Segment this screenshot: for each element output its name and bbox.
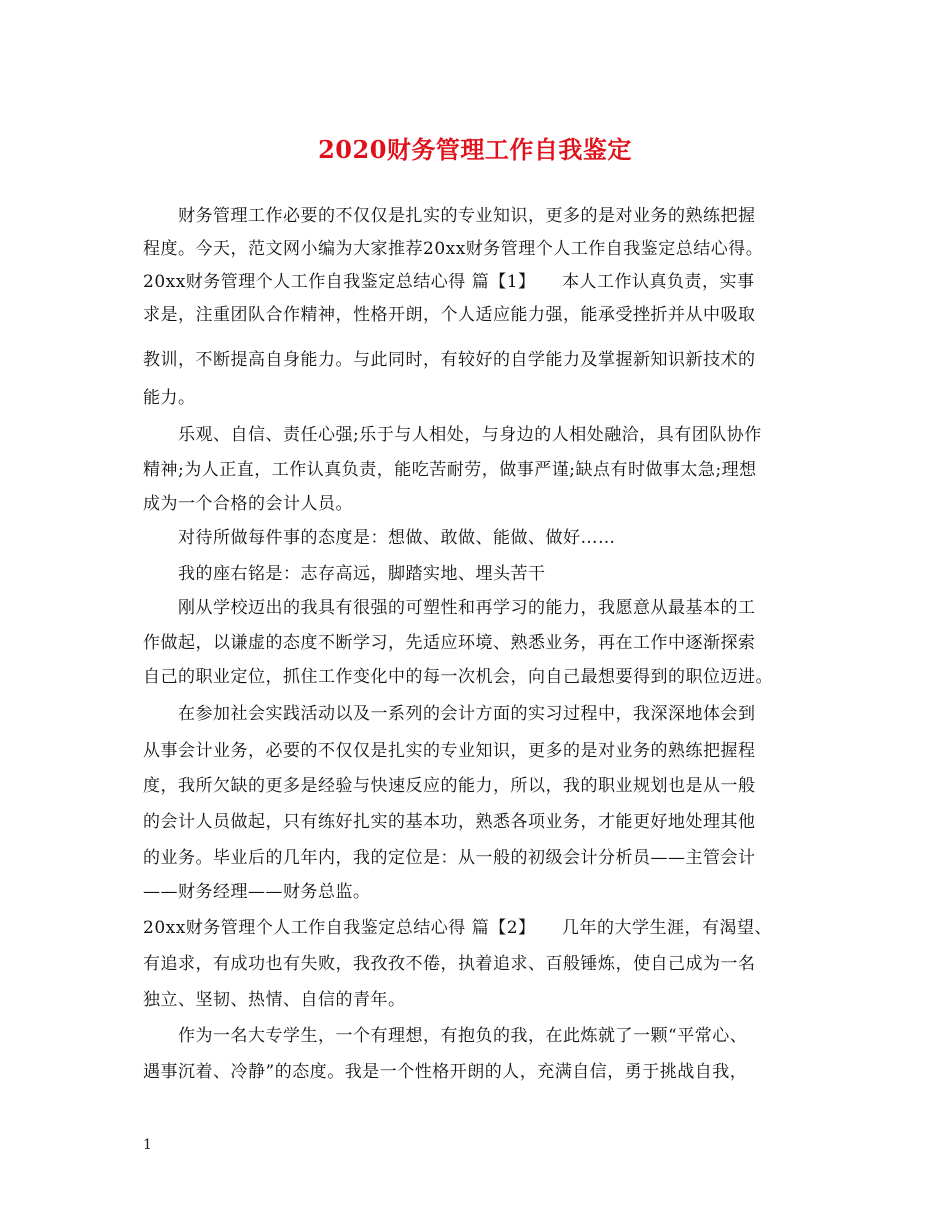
- text-line: 度，我所欠缺的更多是经验与快速反应的能力，所以，我的职业规划也是从一般: [143, 776, 756, 796]
- page-number: 1: [143, 1137, 152, 1153]
- text-line: 遇事沉着、冷静”的态度。我是一个性格开朗的人，充满自信，勇于挑战自我，: [143, 1062, 748, 1082]
- text-line: 能力。: [143, 388, 196, 408]
- text-line: 从事会计业务，必要的不仅仅是扎实的专业知识，更多的是对业务的熟练把握程: [143, 741, 756, 761]
- document-title: 2020财务管理工作自我鉴定: [318, 135, 632, 164]
- text-line: 在参加社会实践活动以及一系列的会计方面的实习过程中，我深深地体会到: [143, 704, 756, 724]
- text-line: ——财务经理——财务总监。: [143, 882, 371, 902]
- text-line: 教训，不断提高自身能力。与此同时，有较好的自学能力及掌握新知识新技术的: [143, 350, 756, 370]
- text-line: 程度。今天，范文网小编为大家推荐20xx财务管理个人工作自我鉴定总结心得。: [143, 239, 764, 259]
- text-line: 有追求，有成功也有失败，我孜孜不倦，执着追求、百般锤炼，使自己成为一名: [143, 954, 756, 974]
- text-line: 刚从学校迈出的我具有很强的可塑性和再学习的能力，我愿意从最基本的工: [143, 598, 756, 618]
- text-line: 20xx财务管理个人工作自我鉴定总结心得 篇【1】 本人工作认真负责，实事: [143, 272, 755, 292]
- text-line: 精神;为人正直，工作认真负责，能吃苦耐劳，做事严谨;缺点有时做事太急;理想: [143, 460, 757, 480]
- text-line: 20xx财务管理个人工作自我鉴定总结心得 篇【2】 几年的大学生涯，有渴望、: [143, 918, 773, 938]
- text-line: 财务管理工作必要的不仅仅是扎实的专业知识，更多的是对业务的熟练把握: [143, 206, 756, 226]
- text-line: 我的座右铭是：志存高远，脚踏实地、埋头苦干: [143, 564, 546, 584]
- text-line: 作为一名大专学生，一个有理想，有抱负的我，在此炼就了一颗“平常心、: [143, 1026, 748, 1046]
- text-line: 独立、坚韧、热情、自信的青年。: [143, 990, 406, 1010]
- text-line: 自己的职业定位，抓住工作变化中的每一次机会，向自己最想要得到的职位迈进。: [143, 667, 773, 687]
- text-line: 乐观、自信、责任心强;乐于与人相处，与身边的人相处融洽，具有团队协作: [143, 425, 762, 445]
- text-line: 对待所做每件事的态度是：想做、敢做、能做、做好……: [143, 528, 616, 548]
- text-line: 求是，注重团队合作精神，性格开朗，个人适应能力强，能承受挫折并从中吸取: [143, 305, 756, 325]
- text-line: 的业务。毕业后的几年内，我的定位是：从一般的初级会计分析员——主管会计: [143, 848, 756, 868]
- text-line: 作做起，以谦虚的态度不断学习，先适应环境、熟悉业务，再在工作中逐渐探索: [143, 633, 756, 653]
- text-line: 成为一个合格的会计人员。: [143, 494, 353, 514]
- text-line: 的会计人员做起，只有练好扎实的基本功，熟悉各项业务，才能更好地处理其他: [143, 812, 756, 832]
